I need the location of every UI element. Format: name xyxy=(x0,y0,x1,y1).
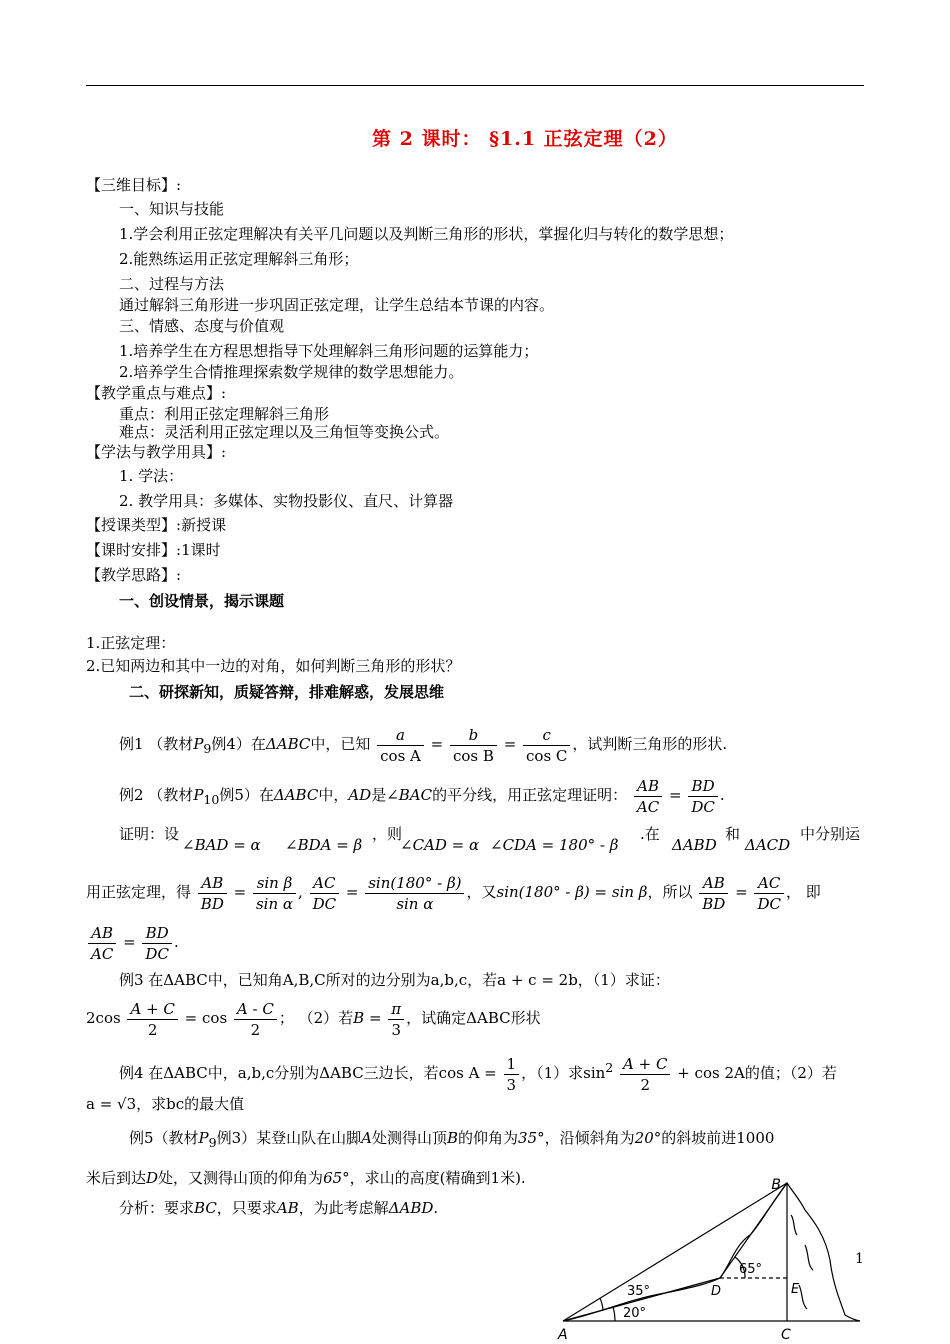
frac-pi-3: $\frac{\pi}{3}$ xyxy=(388,999,404,1040)
proof-then: ，则 xyxy=(372,825,403,843)
label-A: A xyxy=(558,1327,568,1343)
frac-sinb-sina: $\frac{\text{sin β}}{\text{sin α}}$ xyxy=(253,873,296,914)
label-angle-65: 65° xyxy=(739,1262,763,1277)
frac-AB-BD-2: $\frac{AB}{BD}$ xyxy=(699,873,728,914)
proof-angle-4: ∠CDA = 180° - β xyxy=(490,836,619,854)
frac-ApC-2-ex4: $\frac{A + C}{2}$ xyxy=(620,1054,670,1095)
goal-3-head: 三、情感、态度与价值观 xyxy=(119,317,285,335)
part-1-heading: 一、创设情景，揭示课题 xyxy=(119,592,285,610)
line-AB xyxy=(563,1183,787,1321)
hours-label: 【课时安排】: xyxy=(86,541,182,559)
proof-conclusion: $\frac{AB}{AC}$ = $\frac{BD}{DC}$ . xyxy=(86,922,179,964)
part-1-item-2: 2.已知两边和其中一边的对角，如何判断三角形的形状？ xyxy=(86,657,461,675)
ex1-mid: 例4）在 xyxy=(211,735,266,753)
frac-ApC-2: $\frac{A + C}{2}$ xyxy=(127,999,177,1040)
frac-b-cosB: $\frac{b}{\text{cos B}}$ xyxy=(450,725,497,766)
goal-2-head: 二、过程与方法 xyxy=(119,275,225,293)
tools-item-2: 2. 教学用具：多媒体、实物投影仪、直尺、计算器 xyxy=(119,492,454,510)
goals-header: 【三维目标】: xyxy=(86,176,182,194)
goal-3-item-2: 2.培养学生合情推理探索数学规律的数学思想能力。 xyxy=(119,363,464,381)
focus-header: 【教学重点与难点】: xyxy=(86,384,227,402)
hours-line xyxy=(86,541,221,559)
ex1-triangle: ΔABC xyxy=(265,735,311,753)
frac-AB-BD: $\frac{AB}{BD}$ xyxy=(198,873,227,914)
mountain-figure xyxy=(555,1175,865,1344)
proof-label: 证明：设 xyxy=(119,825,180,843)
page-title: 第 2 课时： §1.1 正弦定理（2） xyxy=(372,128,678,150)
hours-value: 1课时 xyxy=(181,541,221,559)
frac-AmC-2: $\frac{A - C}{2}$ xyxy=(234,999,277,1040)
goal-2-text: 通过解斜三角形进一步巩固正弦定理，让学生总结本节课的内容。 xyxy=(119,296,555,314)
label-angle-35: 35° xyxy=(627,1284,651,1299)
ex1-text: 中，已知 xyxy=(310,735,371,753)
frac-BD-DC: $\frac{BD}{DC}$ xyxy=(688,776,718,817)
example-1: 例1 （教材$P_9$例4）在ΔABC中，已知 $\frac{a}{\text{cos A}}$ = $\frac{b}{\text{cos B}}$ = $\frac{c}{\text{cos C}}$ ，试判断三角形的形状. xyxy=(119,725,728,765)
proof-in: .在 xyxy=(640,825,660,843)
part-2-heading: 二、研探新知，质疑答辩，排难解惑，发展思维 xyxy=(129,683,445,701)
type-label: 【授课类型】: xyxy=(86,516,182,534)
frac-AB-AC: $\frac{AB}{AC}$ xyxy=(634,776,662,817)
type-value: 新授课 xyxy=(181,516,227,534)
frac-c-cosC: $\frac{c}{\text{cos C}}$ xyxy=(523,725,570,766)
mountain-outline xyxy=(563,1183,860,1321)
tools-item-1: 1. 学法： xyxy=(119,467,184,485)
frac-a-cosA: $\frac{a}{\text{cos A}}$ xyxy=(377,725,424,766)
label-angle-20: 20° xyxy=(623,1306,647,1321)
proof-angle-1: ∠BAD = α xyxy=(182,836,261,854)
focus-key: 重点：利用正弦定理解斜三角形 xyxy=(119,405,330,423)
arc-20 xyxy=(613,1307,615,1321)
type-line xyxy=(86,516,226,534)
label-C: C xyxy=(781,1327,791,1343)
frac-1-3: $\frac{1}{3}$ xyxy=(504,1054,520,1095)
ex1-ref: P xyxy=(193,735,204,753)
goal-1-item-2: 2.能熟练运用正弦定理解斜三角形； xyxy=(119,250,359,268)
label-E: E xyxy=(791,1282,800,1297)
frac-AC-DC-2: $\frac{AC}{DC}$ xyxy=(754,873,784,914)
goal-1-head: 一、知识与技能 xyxy=(119,200,225,218)
proof-triangle-2: ΔACD xyxy=(745,836,791,854)
frac-AC-DC: $\frac{AC}{DC}$ xyxy=(310,873,340,914)
example-5-line-2: 米后到达D处，又测得山顶的仰角为65°，求山的高度(精确到1米). xyxy=(86,1169,526,1187)
label-D: D xyxy=(711,1284,722,1299)
proof-line-2: 用正弦定理，得 $\frac{AB}{BD}$ = $\frac{\text{sin β}}{\text{sin α}}$ , $\frac{AC}{DC}$ = $\frac{\sin(180^\circ - \beta)}{\text{sin α}}$ ，又sin(180° - β) = sin β，所以 $\frac{AB}{BD}$ = $\frac{AC}{DC}$ ， 即 xyxy=(86,873,821,913)
proof-triangle-1: ΔABD xyxy=(672,836,717,854)
part-1-item-1: 1.正弦定理： xyxy=(86,634,176,652)
frac-BD-DC-final: $\frac{BD}{DC}$ xyxy=(142,923,172,964)
example-3: 例3 在ΔABC中，已知角A,B,C所对的边分别为a,b,c，若a + c = 2b，（1）求证： xyxy=(119,971,670,989)
proof-and: 和 xyxy=(725,825,741,843)
example-4: 例4 在ΔABC中，a,b,c分别为ΔABC三边长，若cos A = $\frac{1}{3}$ ，（1）求$\sin^2$ $\frac{A + C}{2}$ + cos 2A的值；（2）若 xyxy=(119,1054,837,1094)
proof-angle-3: ∠CAD = α xyxy=(400,836,480,854)
label-B: B xyxy=(771,1177,781,1193)
goal-1-item-1: 1.学会利用正弦定理解决有关平几问题以及判断三角形的形状，掌握化归与转化的数学思想； xyxy=(119,225,734,243)
frac-AB-AC-final: $\frac{AB}{AC}$ xyxy=(88,923,116,964)
goal-3-item-1: 1.培养学生在方程思想指导下处理解斜三角形问题的运算能力； xyxy=(119,342,539,360)
frac-sin180b-sina: $\frac{\sin(180^\circ - \beta)}{\text{sin α}}$ xyxy=(365,873,464,914)
example-5: 例5（教材$P_9$例3）某登山队在山脚A处测得山顶B的仰角为35°，沿倾斜角为20°的斜坡前进1000 xyxy=(129,1129,775,1150)
ex1-end: ，试判断三角形的形状. xyxy=(572,735,728,753)
page-number: 1 xyxy=(855,1251,864,1267)
focus-hard: 难点：灵活利用正弦定理以及三角恒等变换公式。 xyxy=(119,423,450,441)
proof-tail: 中分别运 xyxy=(800,825,861,843)
idea-header: 【教学思路】: xyxy=(86,566,182,584)
example-4-line-2: a = √3，求bc的最大值 xyxy=(86,1095,245,1113)
example-5-analysis: 分析：要求BC，只要求AB，为此考虑解ΔABD. xyxy=(119,1199,439,1217)
tools-header: 【学法与教学用具】: xyxy=(86,443,227,461)
ex1-prefix: 例1 （教材 xyxy=(119,735,194,753)
arc-35 xyxy=(600,1298,603,1310)
proof-angle-2: ∠BDA = β xyxy=(285,836,363,854)
example-2: 例2 （教材$P_{10}$例5）在ΔABC中，AD是∠BAC的平分线，用正弦定理证明： $\frac{AB}{AC}$ = $\frac{BD}{DC}$ . xyxy=(119,776,725,816)
header-rule xyxy=(86,85,864,86)
ex1-sub: 9 xyxy=(203,741,212,756)
example-3-line-2: 2cos $\frac{A + C}{2}$ = cos $\frac{A - C}{2}$ ； （2）若B = $\frac{\pi}{3}$ ，试确定ΔABC形状 xyxy=(86,999,541,1039)
